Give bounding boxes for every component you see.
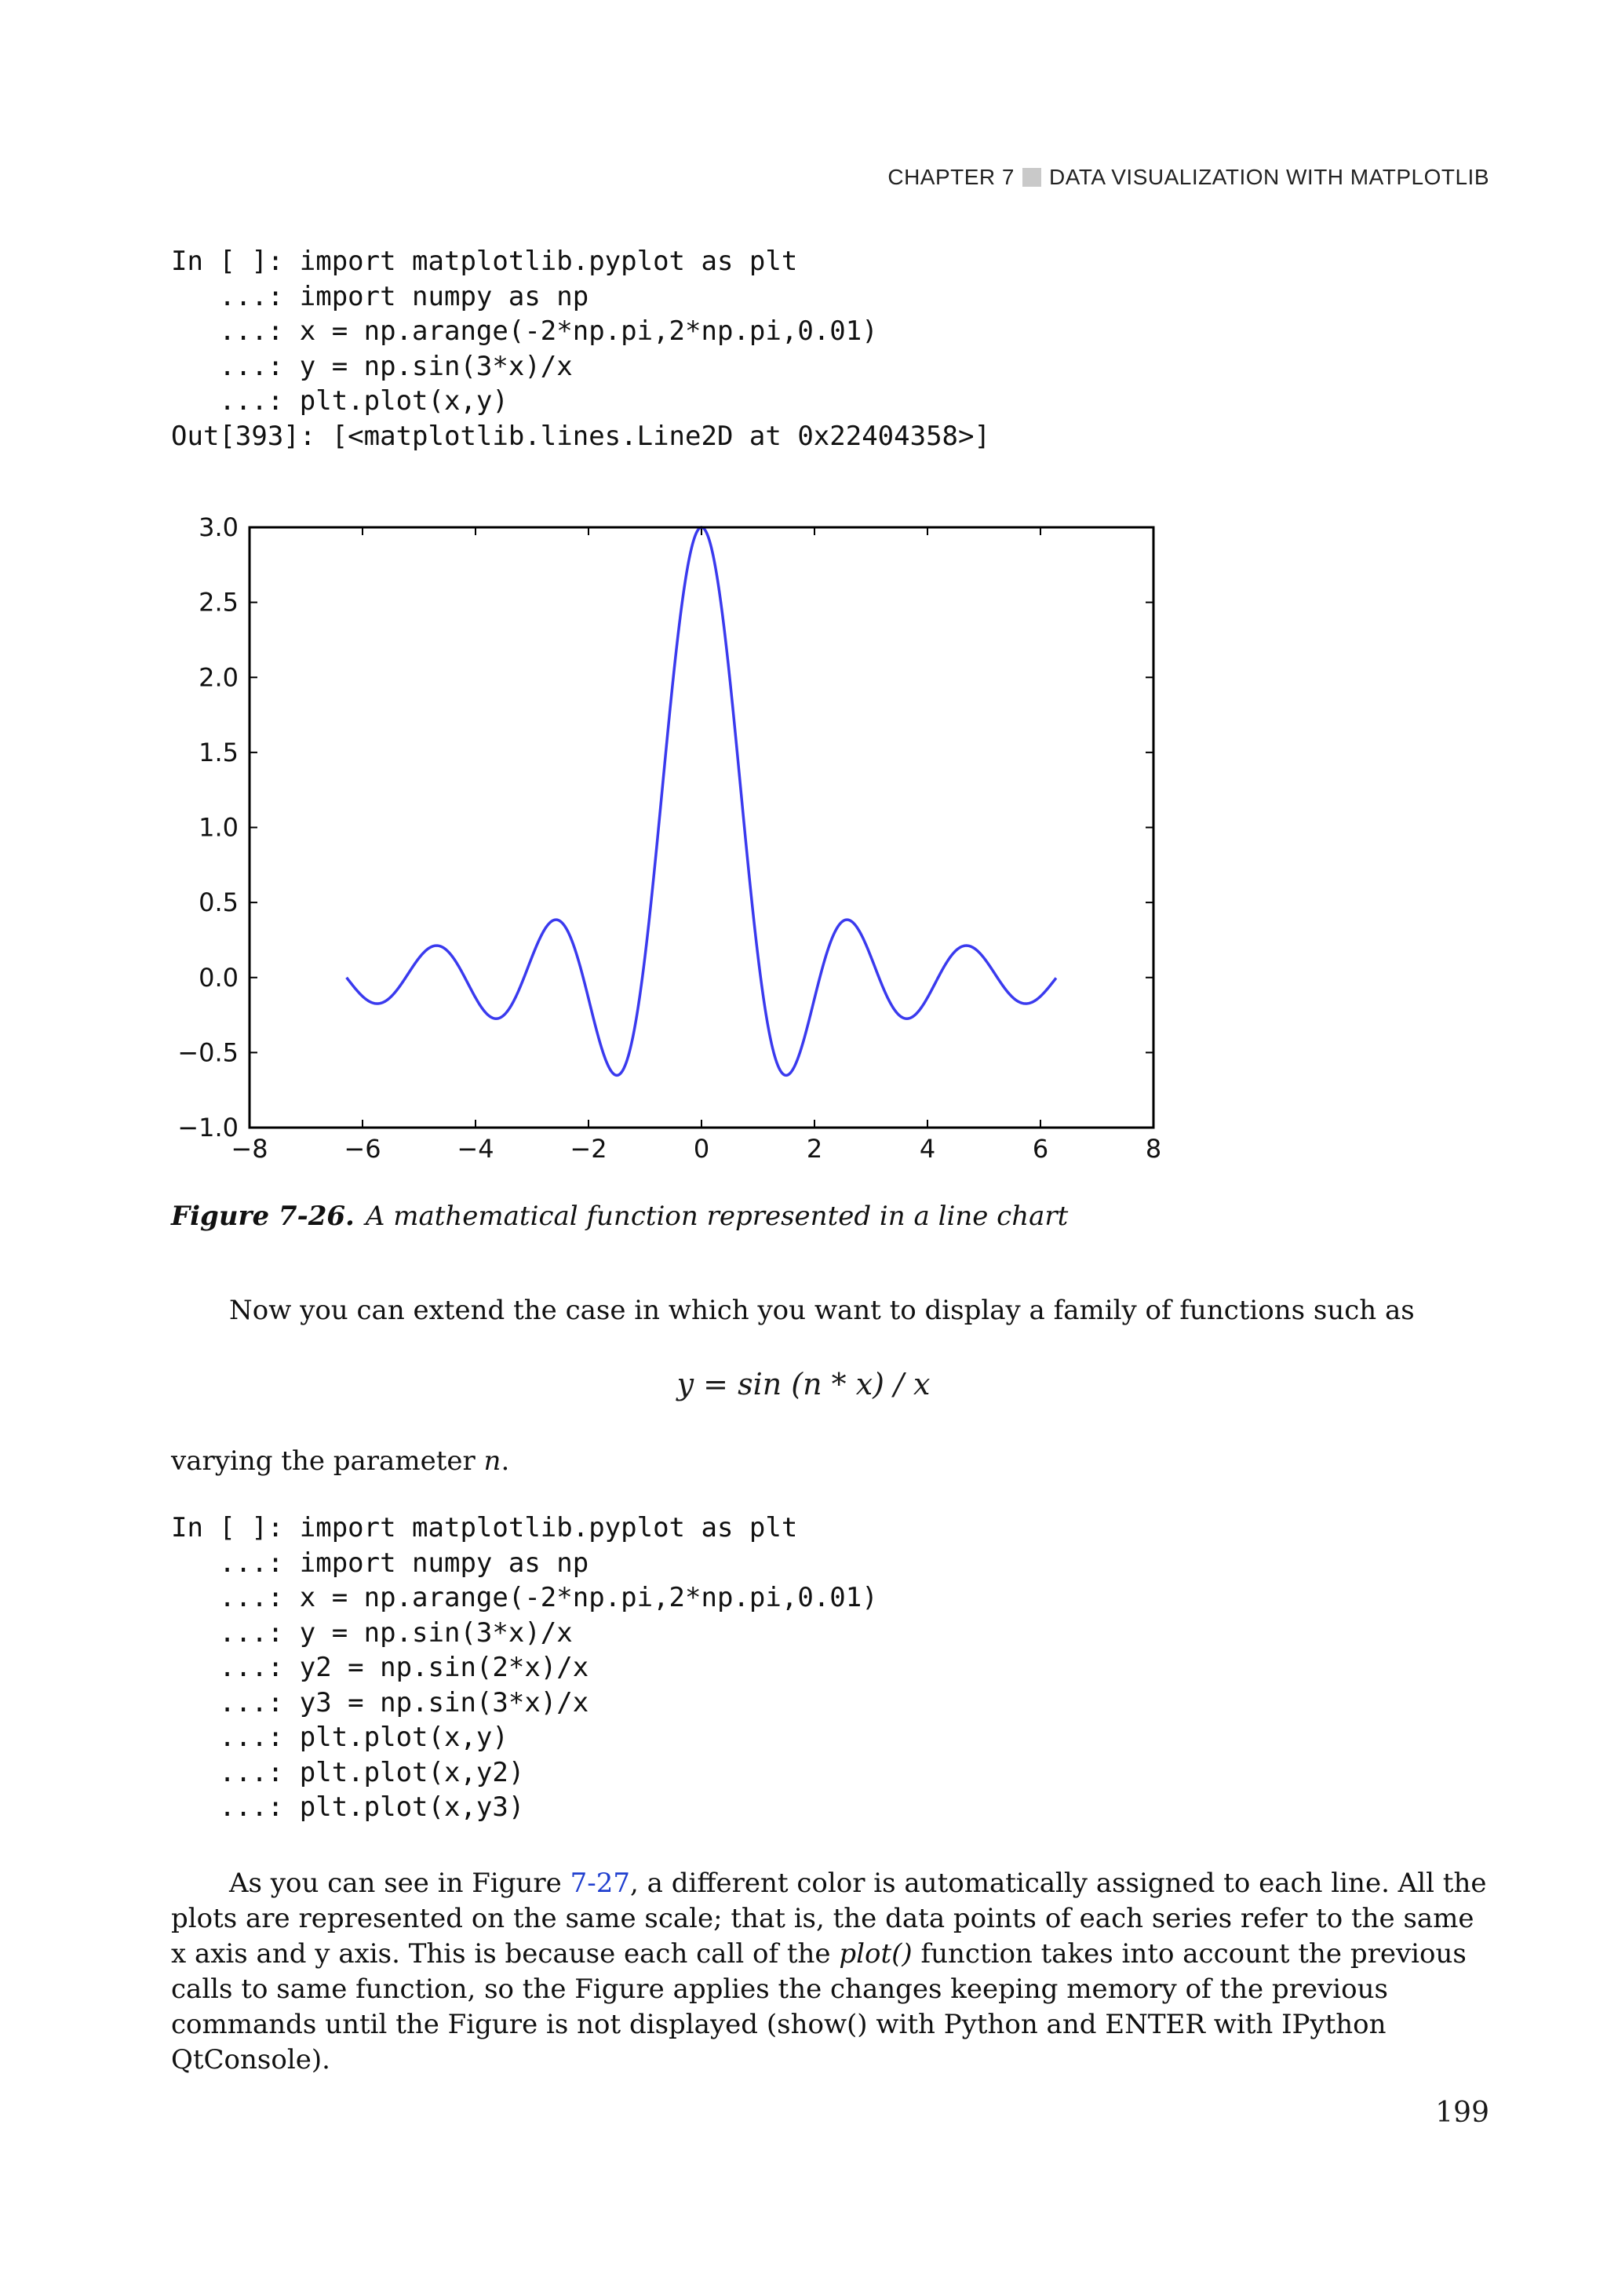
y-tick-label: −0.5 <box>177 1037 239 1068</box>
y-tick-label: 0.5 <box>199 887 239 918</box>
code-line: ...: import numpy as np <box>171 280 589 312</box>
page-number: 199 <box>1435 2097 1489 2129</box>
code-line: ...: y2 = np.sin(2*x)/x <box>171 1652 589 1683</box>
code-line: ...: plt.plot(x,y) <box>171 385 508 417</box>
y-tick-label: 1.0 <box>199 812 239 843</box>
paragraph-3-text-c: function takes into account the previous calls to same function, so the Figure applies the changes keeping memory of the previous commands until the Figure is not displayed (show() with Python and ENTER with IPython QtConsole). <box>171 1938 1467 2076</box>
code-block-2 <box>171 1511 878 1825</box>
y-tick-label: 2.0 <box>199 662 239 693</box>
figure-caption-text: A mathematical function represented in a line chart <box>365 1201 1069 1232</box>
code-line: ...: y = np.sin(3*x)/x <box>171 350 573 382</box>
running-header <box>887 165 1489 190</box>
code-line: ...: plt.plot(x,y3) <box>171 1791 525 1823</box>
paragraph-2 <box>171 1444 1497 1479</box>
x-tick-label: 8 <box>1145 1134 1162 1164</box>
paragraph-3-text-b: , a different color is automatically assigned to each line. All the plots are represented on the same scale; that is, the data points of each series refer to the same x axis and y axis. This is because each call of the <box>171 1868 1487 1970</box>
paragraph-2-text: varying the parameter <box>171 1445 484 1477</box>
chapter-title: DATA VISUALIZATION WITH MATPLOTLIB <box>1049 165 1489 189</box>
y-tick-label: 0.0 <box>199 962 239 993</box>
x-tick-label: 4 <box>919 1134 936 1164</box>
chapter-label: CHAPTER 7 <box>887 165 1015 189</box>
y-tick-label: −1.0 <box>177 1113 239 1143</box>
paragraph-1: Now you can extend the case in which you want to display a family of functions such as <box>229 1295 1415 1326</box>
code-line: In [ ]: import matplotlib.pyplot as plt <box>171 246 798 277</box>
variable-n: n <box>483 1445 501 1477</box>
x-tick-label: 6 <box>1032 1134 1049 1164</box>
code-line: ...: y = np.sin(3*x)/x <box>171 1616 573 1649</box>
figure-label: Figure 7-26. <box>171 1201 355 1232</box>
figure-caption <box>171 1201 1068 1232</box>
code-line: ...: x = np.arange(-2*np.pi,2*np.pi,0.01) <box>171 315 878 347</box>
figure-7-26 <box>171 502 1175 1177</box>
y-tick-label: 1.5 <box>199 737 239 767</box>
series-line <box>347 527 1056 1075</box>
code-line: ...: y3 = np.sin(3*x)/x <box>171 1686 589 1718</box>
x-tick-label: 0 <box>693 1134 710 1164</box>
figure-link[interactable]: 7-27 <box>570 1868 630 1899</box>
code-line: Out[393]: [<matplotlib.lines.Line2D at 0x22404358>] <box>171 420 990 452</box>
code-line: In [ ]: import matplotlib.pyplot as plt <box>171 1512 798 1543</box>
line-chart <box>171 502 1175 1177</box>
paragraph-3-text-a: As you can see in Figure <box>229 1868 570 1899</box>
code-block-1 <box>171 244 990 454</box>
code-line: ...: import numpy as np <box>171 1547 589 1579</box>
code-line: ...: plt.plot(x,y2) <box>171 1756 525 1788</box>
x-tick-label: −4 <box>457 1134 494 1164</box>
plot-frame <box>250 527 1153 1128</box>
paragraph-3 <box>171 1866 1497 2078</box>
header-square-icon <box>1022 168 1041 187</box>
formula: y = sin (n * x) / x <box>676 1367 931 1401</box>
y-tick-label: 3.0 <box>199 512 239 542</box>
code-line: ...: x = np.arange(-2*np.pi,2*np.pi,0.01) <box>171 1582 878 1613</box>
x-tick-label: 2 <box>806 1134 823 1164</box>
x-tick-label: −8 <box>231 1134 268 1164</box>
plot-function-name: plot() <box>839 1938 913 1970</box>
x-tick-label: −6 <box>344 1134 381 1164</box>
x-tick-label: −2 <box>570 1134 607 1164</box>
code-line: ...: plt.plot(x,y) <box>171 1722 508 1753</box>
y-tick-label: 2.5 <box>199 587 239 618</box>
paragraph-2-end: . <box>501 1445 510 1477</box>
